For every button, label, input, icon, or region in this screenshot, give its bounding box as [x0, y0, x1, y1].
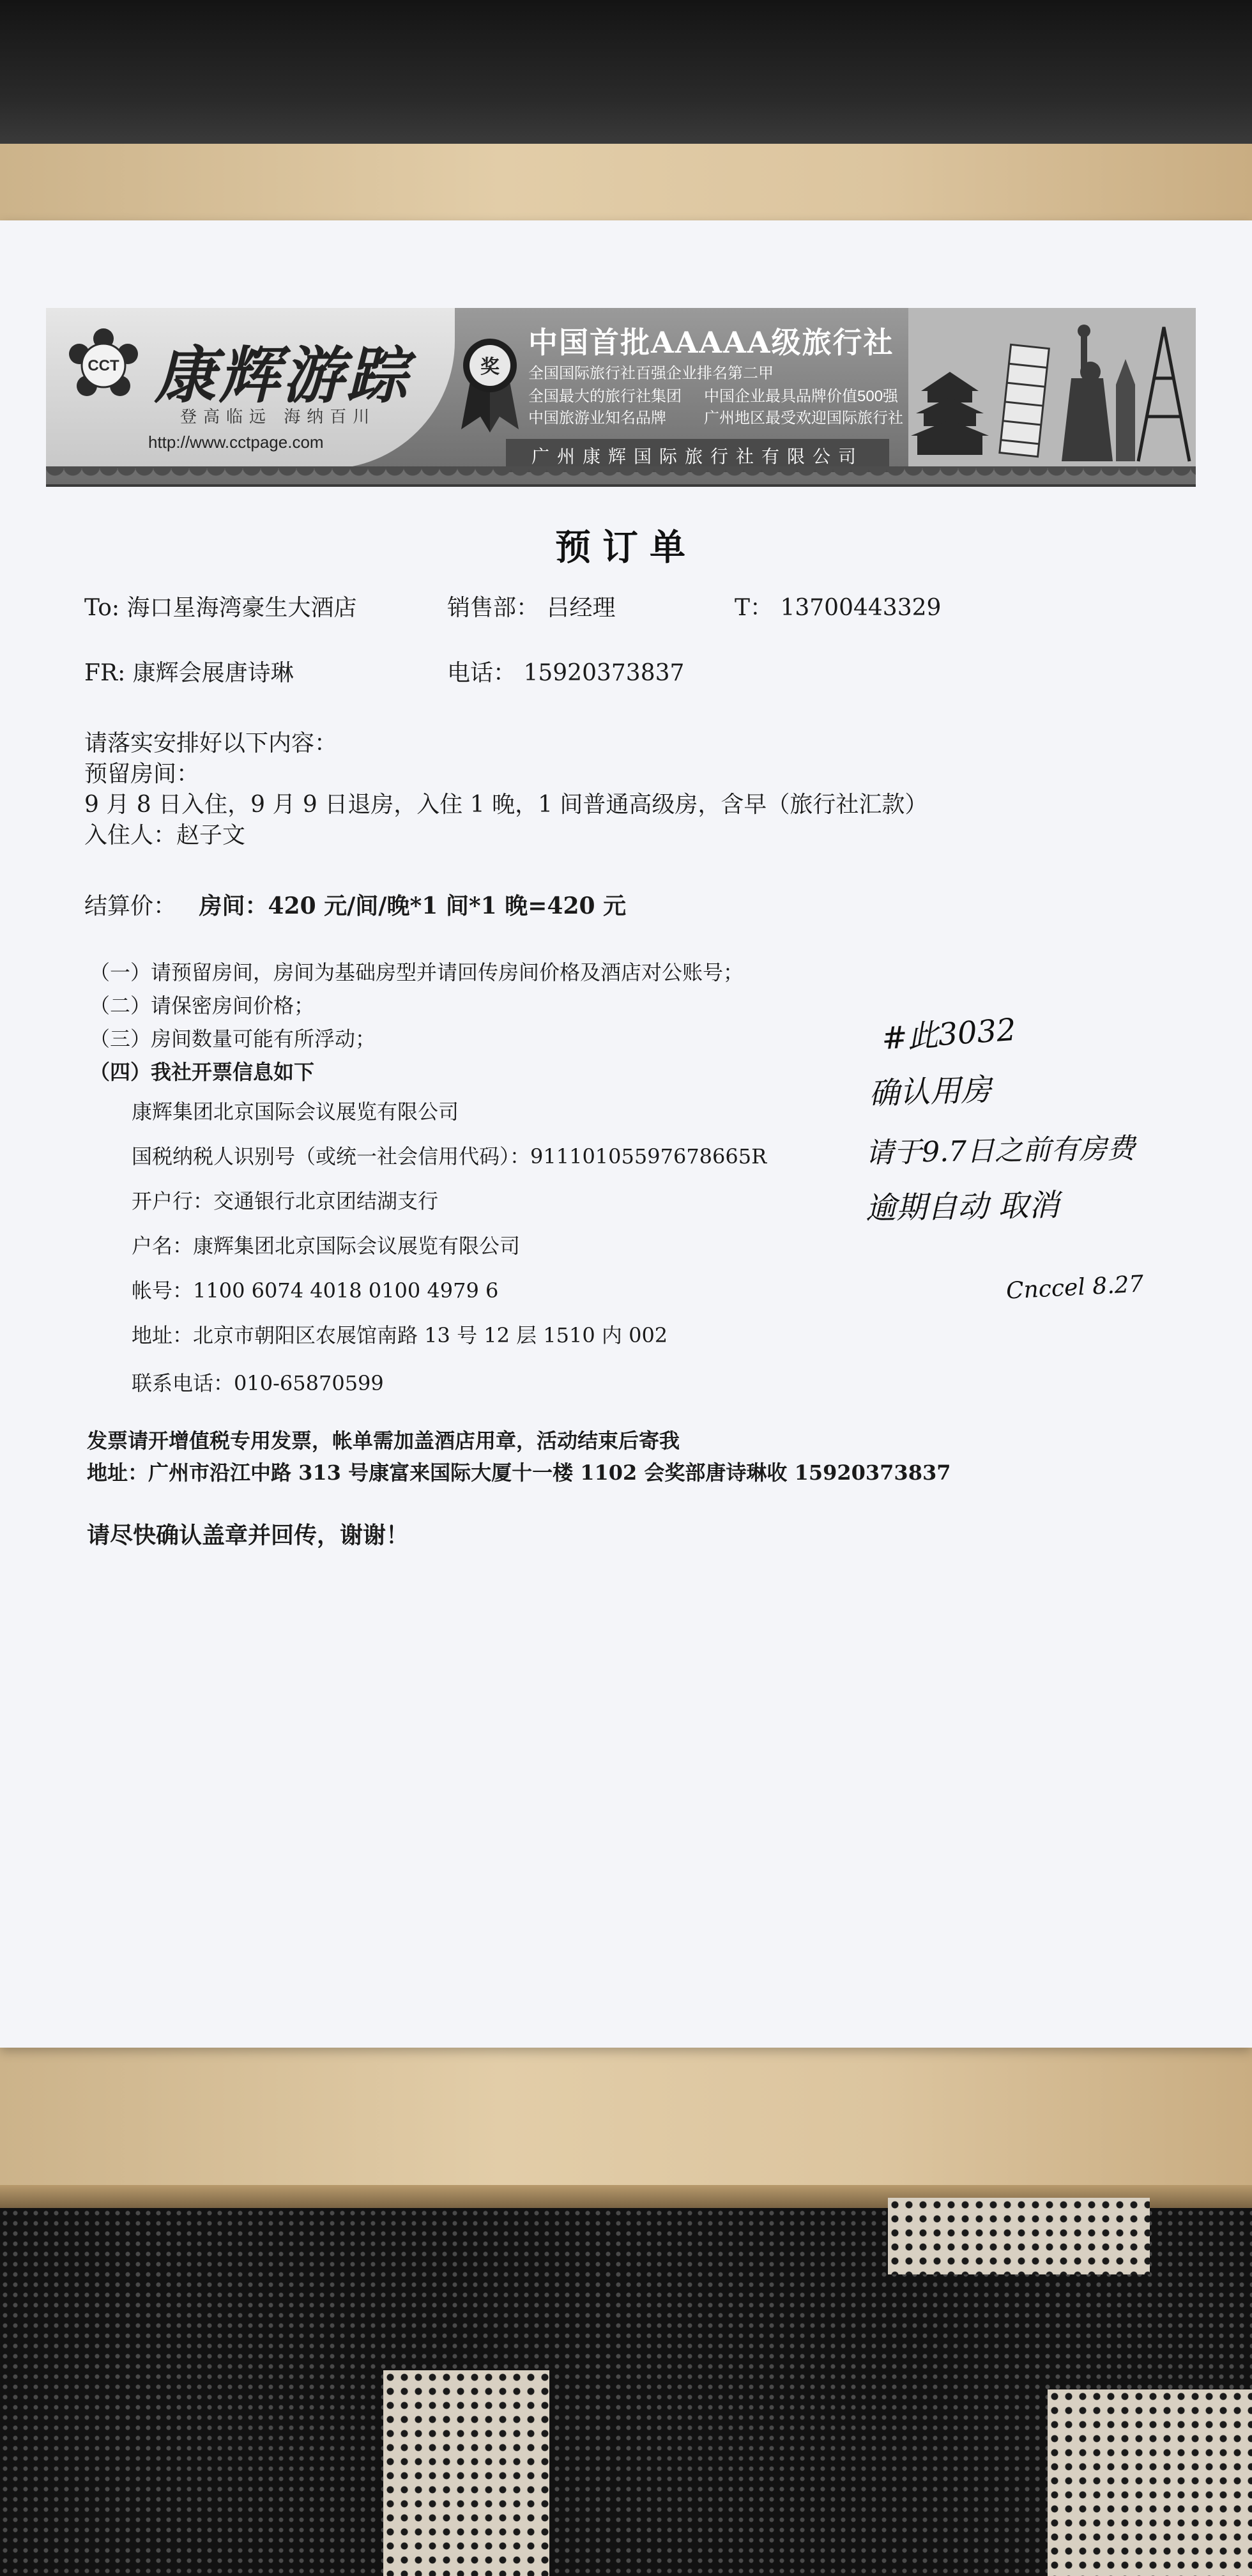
- note-1: （一）请预留房间，房间为基础房型并请回传房间价格及酒店对公账号；: [89, 960, 744, 985]
- monitor-bezel: [0, 0, 1252, 144]
- t-field: [735, 590, 941, 622]
- fr-label: FR:: [84, 660, 126, 686]
- t-value: 13700443329: [780, 595, 942, 621]
- invoice-note: 发票请开增值税专用发票，帐单需加盖酒店用章，活动结束后寄我: [87, 1429, 680, 1453]
- invoice-address: 地址：北京市朝阳区农展馆南路 13 号 12 层 1510 内 002: [132, 1323, 668, 1347]
- scallop-border: [46, 466, 1196, 487]
- note-3: （三）房间数量可能有所浮动；: [89, 1027, 376, 1051]
- flower-logo-icon: [65, 327, 142, 404]
- mesh-highlight: [888, 2198, 1150, 2274]
- handwritten-line-2: 确认用房: [868, 1071, 993, 1112]
- phone-field: [447, 655, 684, 687]
- banner-line-1: 全国国际旅行社百强企业排名第二甲: [528, 365, 774, 382]
- invoice-account-no: 帐号：1100 6074 4018 0100 4979 6: [132, 1278, 499, 1303]
- intro-text: 请落实安排好以下内容：: [84, 730, 338, 756]
- banner-headline: 中国首批AAAAA级旅行社: [528, 325, 894, 360]
- mesh-highlight: [383, 2370, 549, 2576]
- sales-value: 吕经理: [546, 595, 616, 621]
- mail-address: 地址：广州市沿江中路 313 号康富来国际大厦十一楼 1102 会奖部唐诗琳收 15920373837: [87, 1460, 951, 1485]
- world-landmarks-illustration-icon: [908, 308, 1196, 469]
- reserve-rooms-label: 预留房间：: [84, 761, 200, 787]
- t-label: T：: [735, 595, 774, 621]
- logo-text: CCT: [88, 357, 119, 374]
- handwritten-signature: Cnccel 8.27: [1005, 1271, 1145, 1305]
- sales-label: 销售部：: [447, 595, 540, 621]
- settlement-row: [84, 888, 626, 921]
- guest-name: 入住人：赵子文: [84, 822, 246, 848]
- brand-website: http://www.cctpage.com: [148, 433, 324, 452]
- invoice-company: 康辉集团北京国际会议展览有限公司: [132, 1100, 459, 1124]
- stay-details: 9 月 8 日入住，9 月 9 日退房，入住 1 晚，1 间普通高级房，含早（旅行社汇款）: [84, 792, 928, 818]
- banner-company: 广州康辉国际旅行社有限公司: [506, 439, 889, 472]
- award-ribbon-icon: [455, 334, 525, 436]
- banner-line-3a: 中国旅游业知名品牌: [528, 410, 666, 427]
- booking-form-paper: [0, 220, 1252, 2048]
- closing-request: 请尽快确认盖章并回传，谢谢！: [87, 1522, 409, 1549]
- settlement-label: 结算价：: [84, 893, 177, 919]
- note-4: （四）我社开票信息如下: [89, 1060, 315, 1084]
- note-2: （二）请保密房间价格；: [89, 993, 315, 1018]
- fr-value: 康辉会展唐诗琳: [132, 660, 294, 686]
- settlement-value: 房间：420 元/间/晚*1 间*1 晚=420 元: [199, 893, 627, 919]
- invoice-bank: 开户行：交通银行北京团结湖支行: [132, 1189, 439, 1213]
- invoice-phone: 联系电话：010-65870599: [132, 1371, 384, 1395]
- phone-value: 15920373837: [523, 660, 685, 686]
- banner-line-2b: 中国企业最具品牌价值500强: [704, 388, 899, 405]
- invoice-taxid: 国税纳税人识别号（或统一社会信用代码）：91110105597678665R: [132, 1144, 767, 1169]
- to-label: To:: [84, 595, 120, 621]
- handwritten-line-3: 请于9.7日之前有房费: [865, 1132, 1136, 1170]
- brand-tagline: 登高临远 海纳百川: [180, 408, 376, 427]
- handwritten-line-1: #此3032: [880, 1011, 1018, 1057]
- document-title: 预订单: [555, 526, 697, 569]
- phone-label: 电话：: [447, 660, 517, 686]
- brand-name: 康辉游踪: [155, 339, 410, 411]
- handwritten-line-4: 逾期自动 取消: [865, 1187, 1060, 1227]
- fr-field: [84, 655, 294, 687]
- badge-text: 奖: [480, 356, 500, 378]
- to-value: 海口星海湾豪生大酒店: [126, 595, 357, 621]
- invoice-account-name: 户名：康辉集团北京国际会议展览有限公司: [132, 1234, 521, 1258]
- mesh-highlight: [1048, 2389, 1252, 2576]
- banner-line-3b: 广州地区最受欢迎国际旅行社: [704, 410, 903, 427]
- letterhead-banner: [46, 308, 1196, 487]
- to-field: [84, 590, 357, 622]
- sales-field: [447, 590, 615, 622]
- banner-line-2a: 全国最大的旅行社集团: [528, 388, 682, 405]
